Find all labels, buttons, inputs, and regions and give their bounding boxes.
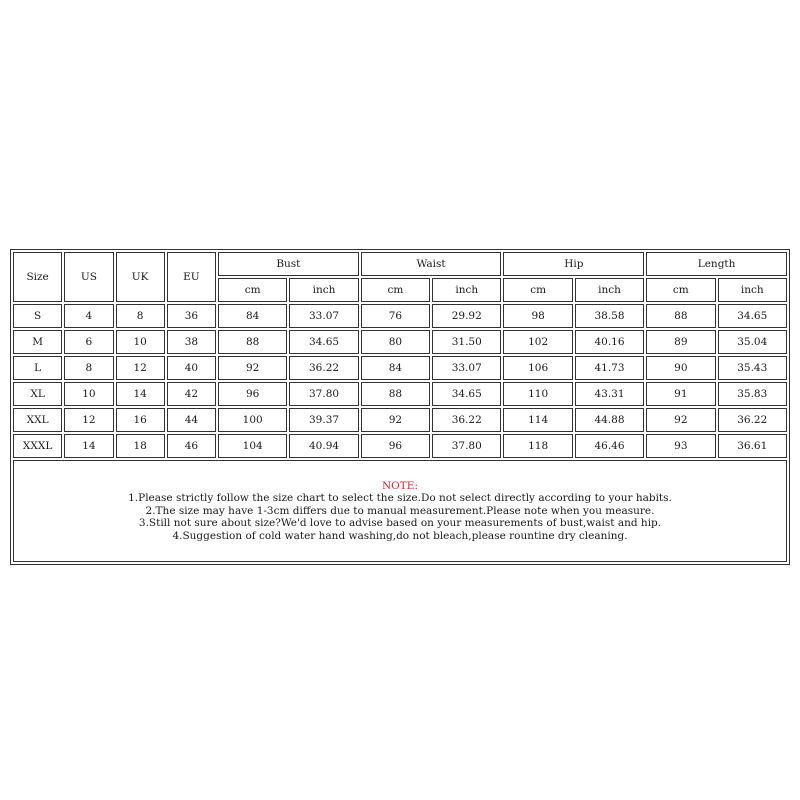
cell-bust-cm: 96 — [218, 382, 287, 406]
cell-length-inch: 34.65 — [718, 304, 787, 328]
cell-waist-inch: 31.50 — [432, 330, 501, 354]
cell-hip-cm: 118 — [503, 434, 572, 458]
cell-waist-inch: 34.65 — [432, 382, 501, 406]
header-eu: EU — [167, 252, 216, 302]
cell-uk: 10 — [116, 330, 165, 354]
cell-us: 10 — [64, 382, 113, 406]
cell-us: 4 — [64, 304, 113, 328]
cell-bust-cm: 100 — [218, 408, 287, 432]
note-line-3: 3.Still not sure about size?We'd love to advise based on your measurements of bust,waist and hip. — [138, 517, 662, 530]
cell-waist-cm: 80 — [361, 330, 430, 354]
cell-hip-cm: 114 — [503, 408, 572, 432]
cell-bust-inch: 40.94 — [289, 434, 358, 458]
header-size: Size — [13, 252, 62, 302]
cell-length-cm: 92 — [646, 408, 715, 432]
header-length-inch: inch — [718, 278, 787, 302]
note-line-4: 4.Suggestion of cold water hand washing,do not bleach,please rountine dry cleaning. — [172, 529, 628, 542]
table-row — [13, 434, 787, 458]
header-hip-cm: cm — [503, 278, 572, 302]
table-row — [13, 382, 787, 406]
header-waist-inch: inch — [432, 278, 501, 302]
cell-us: 12 — [64, 408, 113, 432]
cell-waist-cm: 92 — [361, 408, 430, 432]
header-waist: Waist — [361, 252, 502, 276]
cell-eu: 46 — [167, 434, 216, 458]
table-row — [13, 330, 787, 354]
cell-size: XXXL — [13, 434, 62, 458]
cell-waist-inch: 33.07 — [432, 356, 501, 380]
header-us: US — [64, 252, 113, 302]
cell-length-cm: 89 — [646, 330, 715, 354]
cell-waist-inch: 37.80 — [432, 434, 501, 458]
cell-length-cm: 88 — [646, 304, 715, 328]
size-table — [10, 249, 790, 565]
table-row — [13, 408, 787, 432]
header-hip: Hip — [503, 252, 644, 276]
cell-length-cm: 91 — [646, 382, 715, 406]
header-uk: UK — [116, 252, 165, 302]
cell-hip-inch: 38.58 — [575, 304, 644, 328]
cell-size: S — [13, 304, 62, 328]
header-waist-cm: cm — [361, 278, 430, 302]
cell-bust-cm: 84 — [218, 304, 287, 328]
header-bust: Bust — [218, 252, 359, 276]
cell-waist-inch: 36.22 — [432, 408, 501, 432]
notes-cell — [13, 460, 787, 562]
cell-bust-inch: 33.07 — [289, 304, 358, 328]
size-chart — [10, 249, 790, 565]
cell-hip-cm: 98 — [503, 304, 572, 328]
cell-size: L — [13, 356, 62, 380]
cell-uk: 14 — [116, 382, 165, 406]
note-line-2: 2.The size may have 1-3cm differs due to manual measurement.Please note when you measure. — [145, 504, 655, 517]
cell-length-inch: 36.61 — [718, 434, 787, 458]
cell-bust-inch: 37.80 — [289, 382, 358, 406]
cell-hip-inch: 46.46 — [575, 434, 644, 458]
cell-uk: 12 — [116, 356, 165, 380]
cell-size: XL — [13, 382, 62, 406]
cell-us: 14 — [64, 434, 113, 458]
header-bust-inch: inch — [289, 278, 358, 302]
cell-uk: 8 — [116, 304, 165, 328]
cell-hip-inch: 40.16 — [575, 330, 644, 354]
cell-bust-inch: 39.37 — [289, 408, 358, 432]
cell-hip-cm: 110 — [503, 382, 572, 406]
cell-uk: 16 — [116, 408, 165, 432]
header-row-groups — [13, 252, 787, 276]
notes-row — [13, 460, 787, 562]
cell-length-inch: 35.83 — [718, 382, 787, 406]
note-title: NOTE: — [381, 479, 418, 492]
cell-hip-inch: 43.31 — [575, 382, 644, 406]
cell-us: 6 — [64, 330, 113, 354]
cell-hip-cm: 102 — [503, 330, 572, 354]
cell-us: 8 — [64, 356, 113, 380]
table-row — [13, 356, 787, 380]
cell-bust-inch: 34.65 — [289, 330, 358, 354]
cell-waist-cm: 76 — [361, 304, 430, 328]
cell-bust-cm: 104 — [218, 434, 287, 458]
size-rows — [13, 304, 787, 458]
table-row — [13, 304, 787, 328]
cell-bust-cm: 92 — [218, 356, 287, 380]
cell-length-inch: 36.22 — [718, 408, 787, 432]
cell-eu: 36 — [167, 304, 216, 328]
cell-size: M — [13, 330, 62, 354]
cell-length-cm: 93 — [646, 434, 715, 458]
cell-eu: 44 — [167, 408, 216, 432]
cell-length-cm: 90 — [646, 356, 715, 380]
cell-size: XXL — [13, 408, 62, 432]
cell-bust-cm: 88 — [218, 330, 287, 354]
cell-hip-cm: 106 — [503, 356, 572, 380]
cell-hip-inch: 41.73 — [575, 356, 644, 380]
cell-length-inch: 35.43 — [718, 356, 787, 380]
note-line-1: 1.Please strictly follow the size chart to select the size.Do not select directly according to your habits. — [128, 492, 672, 505]
cell-waist-inch: 29.92 — [432, 304, 501, 328]
cell-eu: 40 — [167, 356, 216, 380]
header-hip-inch: inch — [575, 278, 644, 302]
cell-hip-inch: 44.88 — [575, 408, 644, 432]
cell-bust-inch: 36.22 — [289, 356, 358, 380]
cell-eu: 38 — [167, 330, 216, 354]
cell-uk: 18 — [116, 434, 165, 458]
header-bust-cm: cm — [218, 278, 287, 302]
header-length-cm: cm — [646, 278, 715, 302]
cell-eu: 42 — [167, 382, 216, 406]
cell-waist-cm: 96 — [361, 434, 430, 458]
header-length: Length — [646, 252, 787, 276]
cell-waist-cm: 88 — [361, 382, 430, 406]
cell-length-inch: 35.04 — [718, 330, 787, 354]
cell-waist-cm: 84 — [361, 356, 430, 380]
